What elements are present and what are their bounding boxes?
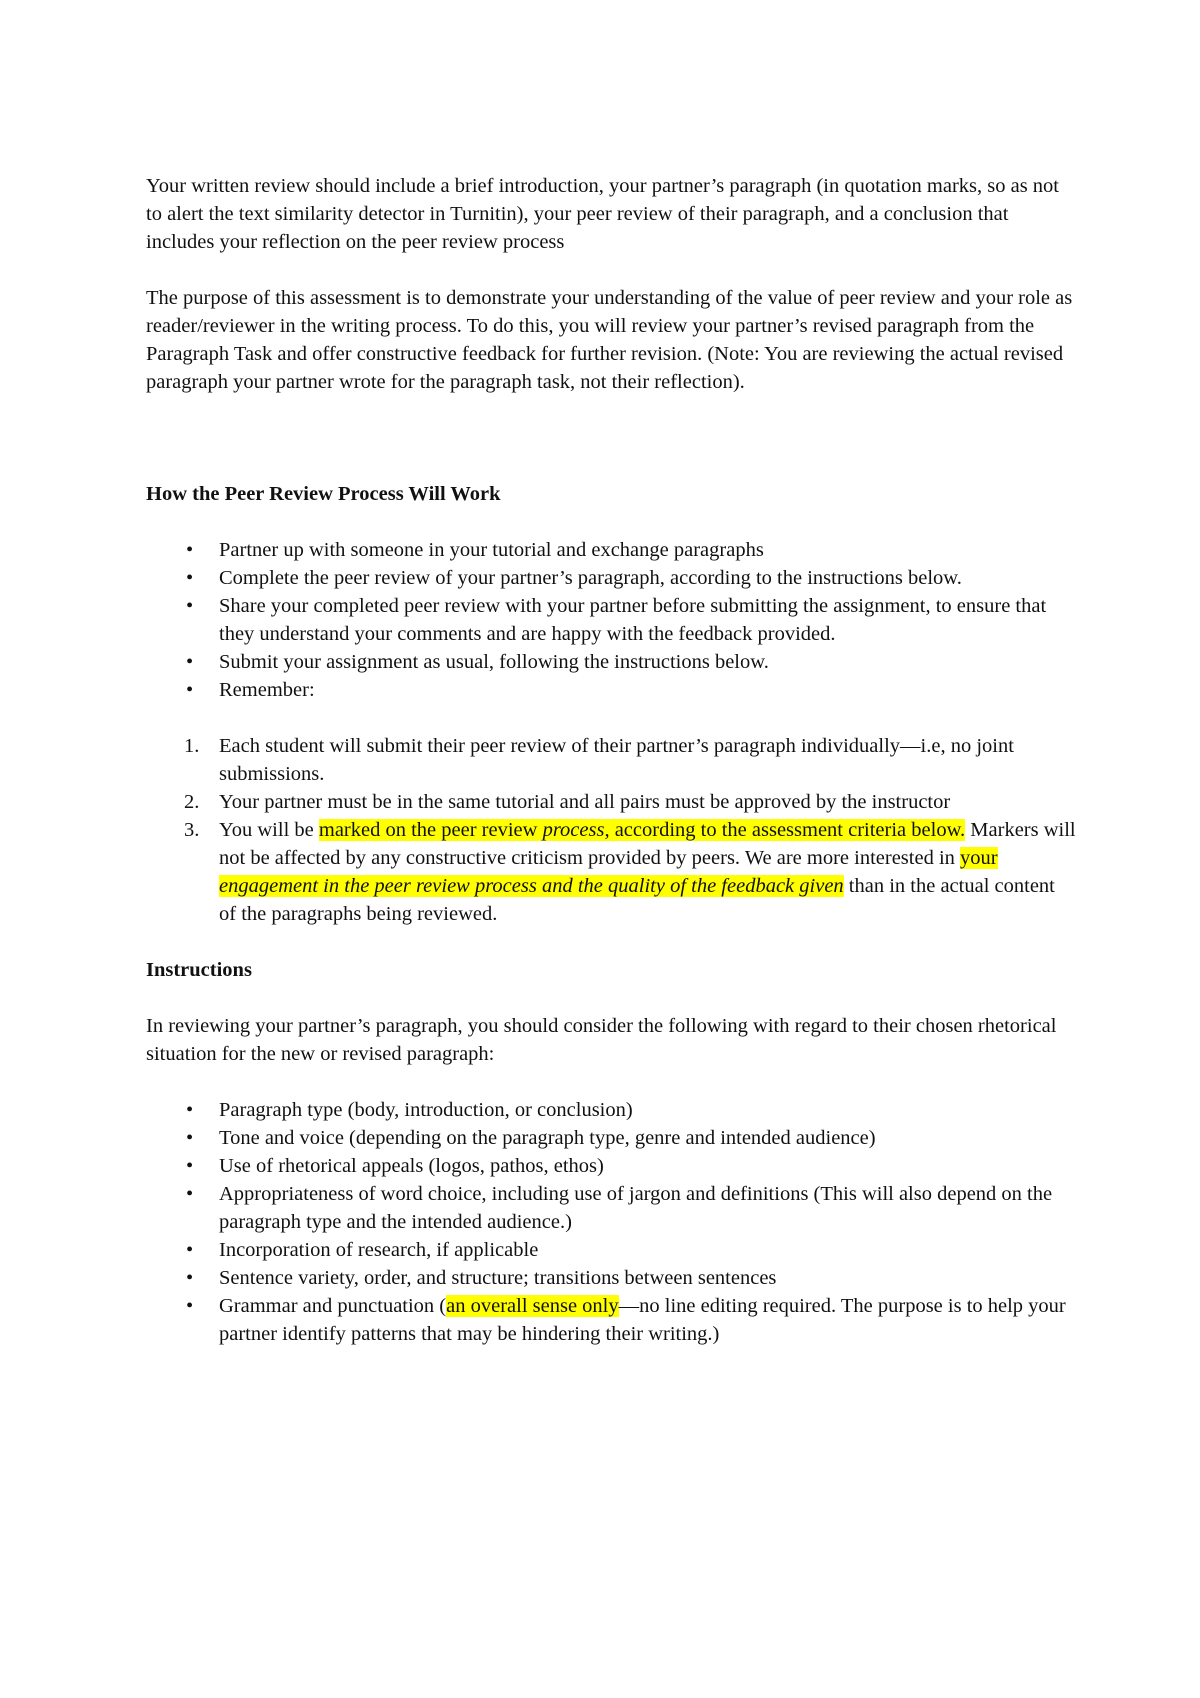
list-item: • Partner up with someone in your tutorial and exchange paragraphs (146, 536, 1076, 564)
process-bullet-list (146, 536, 1076, 704)
list-item: • Paragraph type (body, introduction, or conclusion) (146, 1096, 1076, 1124)
intro-paragraph-1: Your written review should include a brief introduction, your partner’s paragraph (in quotation marks, so as not to alert the text similarity detector in Turnitin), your peer review of their paragraph, and a conclusion that includes your reflection on the peer review process (146, 175, 1060, 253)
list-item: • Appropriateness of word choice, including use of jargon and definitions (This will also depend on the paragraph type and the intended audience.) (146, 1180, 1076, 1236)
bullet-marker: • (186, 1267, 194, 1289)
intro-paragraph-2: The purpose of this assessment is to demonstrate your understanding of the value of peer review and your role as reader/reviewer in the writing process. To do this, you will review your partner’s revised paragraph from the Paragraph Task and offer constructive feedback for further revision. (Note: You are reviewing the actual revised paragraph your partner wrote for the paragraph task, not their reflection). (146, 287, 1073, 393)
process-heading: How the Peer Review Process Will Work (146, 483, 501, 505)
bullet-marker: • (186, 651, 194, 673)
instructions-heading: Instructions (146, 959, 252, 981)
bullet-marker: • (186, 1295, 194, 1317)
list-item: • Remember: (146, 676, 1076, 704)
list-item: • Grammar and punctuation (an overall sense only—no line editing required. The purpose is to help your partner identify patterns that may be hindering their writing.) (146, 1292, 1076, 1348)
list-item: • Tone and voice (depending on the paragraph type, genre and intended audience) (146, 1124, 1076, 1152)
instructions-bullet-list (146, 1096, 1076, 1348)
list-number: 3. (184, 819, 200, 841)
bullet-marker: • (186, 679, 194, 701)
bullet-marker: • (186, 567, 194, 589)
instructions-lead: In reviewing your partner’s paragraph, you should consider the following with regard to their chosen rhetorical situation for the new or revised paragraph: (146, 1015, 1057, 1065)
list-item: 1. Each student will submit their peer review of their partner’s paragraph individually—i.e, no joint submissions. (146, 732, 1076, 788)
highlighted-text: your engagement in the peer review process and the quality of the feedback given (219, 847, 998, 897)
list-item: • Incorporation of research, if applicable (146, 1236, 1076, 1264)
document-page (146, 172, 1076, 1348)
bullet-marker: • (186, 1155, 194, 1177)
bullet-marker: • (186, 539, 194, 561)
list-item: • Sentence variety, order, and structure; transitions between sentences (146, 1264, 1076, 1292)
list-number: 1. (184, 735, 200, 757)
highlighted-text: marked on the peer review process, according to the assessment criteria below. (318, 819, 966, 841)
list-item: • Submit your assignment as usual, following the instructions below. (146, 648, 1076, 676)
list-number: 2. (184, 791, 200, 813)
list-item: 3. You will be marked on the peer review process, according to the assessment criteria below. Markers will not be affected by any constructive criticism provided by peers. We are more interested in your engagement in the peer review process and the quality of the feedback given than in the actual content of the paragraphs being reviewed. (146, 816, 1076, 928)
bullet-marker: • (186, 1239, 194, 1261)
list-item: • Use of rhetorical appeals (logos, pathos, ethos) (146, 1152, 1076, 1180)
bullet-marker: • (186, 1183, 194, 1205)
bullet-marker: • (186, 1099, 194, 1121)
bullet-marker: • (186, 595, 194, 617)
list-item: 2. Your partner must be in the same tutorial and all pairs must be approved by the instructor (146, 788, 1076, 816)
bullet-marker: • (186, 1127, 194, 1149)
highlighted-text: an overall sense only (446, 1295, 619, 1317)
list-item: • Share your completed peer review with your partner before submitting the assignment, to ensure that they understand your comments and are happy with the feedback provided. (146, 592, 1076, 648)
process-numbered-list (146, 732, 1076, 928)
list-item: • Complete the peer review of your partner’s paragraph, according to the instructions below. (146, 564, 1076, 592)
